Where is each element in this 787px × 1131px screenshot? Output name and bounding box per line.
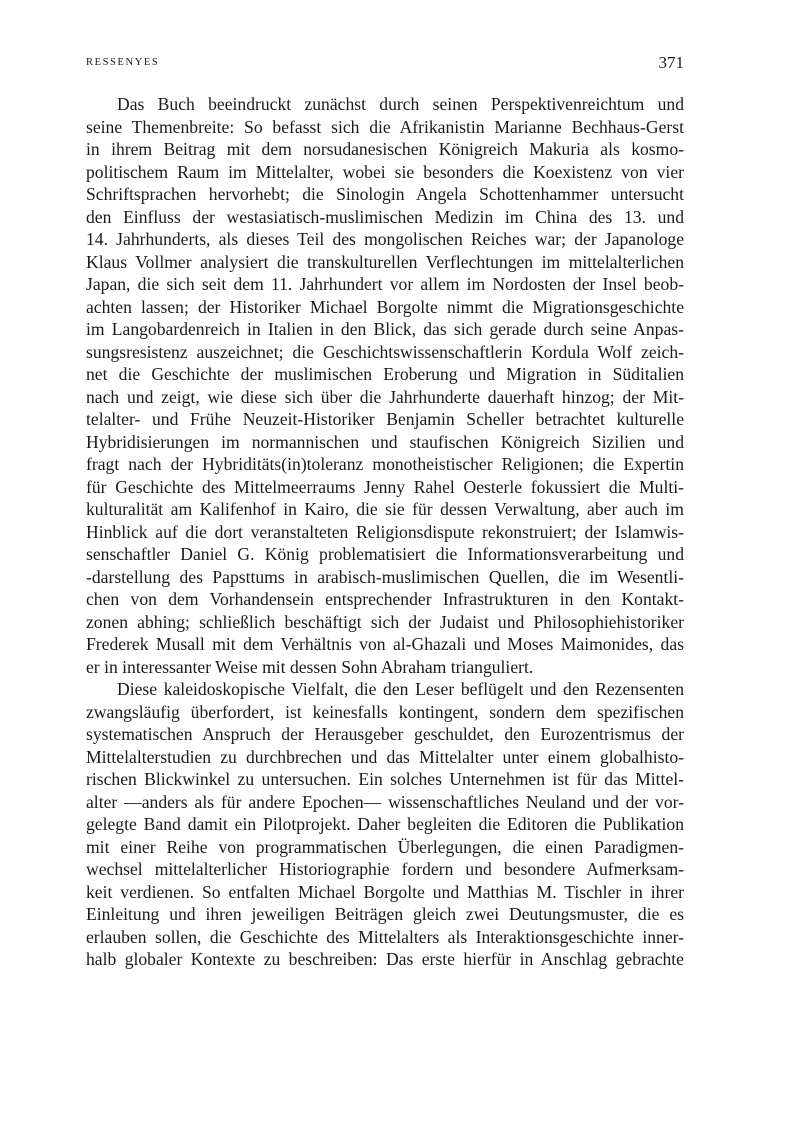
text-line: chen von dem Vorhandensein entsprechender Infrastrukturen in den Kontakt- <box>86 589 684 609</box>
text-line: Diese kaleidoskopische Vielfalt, die den Leser beflügelt und den Rezensenten <box>117 679 684 699</box>
text-line: 14. Jahrhunderts, als dieses Teil des mongolischen Reiches war; der Japanologe <box>86 229 684 249</box>
text-line: fragt nach der Hybriditäts(in)toleranz monotheistischer Religionen; die Expertin <box>86 454 684 474</box>
text-line: Das Buch beeindruckt zunächst durch seinen Perspektivenreichtum und <box>117 94 684 114</box>
text-line: gelegte Band damit ein Pilotprojekt. Daher begleiten die Editoren die Publikation <box>86 814 684 834</box>
text-line: seine Themenbreite: So befasst sich die Afrikanistin Marianne Bechhaus-Gerst <box>86 116 684 137</box>
text-line: wechsel mittelalterlicher Historiographie fordern und besondere Aufmerksam- <box>86 859 684 879</box>
text-line: Schriftsprachen hervorhebt; die Sinologin Angela Schottenhammer untersucht <box>86 184 684 204</box>
text-line: Mittelalterstudien zu durchbrechen und das Mittelalter unter einem globalhisto- <box>86 746 684 767</box>
text-line: senschaftler Daniel G. König problematisiert die Informationsverarbeitung und <box>86 544 684 564</box>
text-line: zonen abhing; schließlich beschäftigt sich der Judaist und Philosophiehistoriker <box>86 611 684 632</box>
running-head-title: RESSENYES <box>86 57 160 68</box>
text-line: kulturalität am Kalifenhof in Kairo, die sie für dessen Verwaltung, aber auch im <box>86 499 684 519</box>
text-line: halb globaler Kontexte zu beschreiben: Das erste hierfür in Anschlag gebrachte <box>86 949 684 969</box>
text-line: nach und zeigt, wie diese sich über die Jahrhunderte dauerhaft hinzog; der Mit- <box>86 386 684 407</box>
page-number: 371 <box>658 53 684 72</box>
text-line: im Langobardenreich in Italien in den Blick, das sich gerade durch seine Anpas- <box>86 319 684 339</box>
paragraph-1 <box>86 93 684 678</box>
text-line: sungsresistenz auszeichnet; die Geschichtswissenschaftlerin Kordula Wolf zeich- <box>86 341 684 362</box>
text-line: politischem Raum im Mittelalter, wobei sie besonders die Koexistenz von vier <box>86 161 684 182</box>
text-line: zwangsläufig überfordert, ist keinesfalls kontingent, sondern dem spezifischen <box>86 701 684 722</box>
text-line: Frederek Musall mit dem Verhältnis von al-Ghazali und Moses Maimonides, das <box>86 634 684 654</box>
book-page <box>86 0 684 1131</box>
text-line: Einleitung und ihren jeweiligen Beiträgen gleich zwei Deutungsmuster, die es <box>86 904 684 924</box>
text-line: -darstellung des Papsttums in arabisch-muslimischen Quellen, die im Wesentli- <box>86 566 684 587</box>
text-line: für Geschichte des Mittelmeerraums Jenny Rahel Oesterle fokussiert die Multi- <box>86 476 684 497</box>
text-line: rischen Blickwinkel zu untersuchen. Ein solches Unternehmen ist für das Mittel- <box>86 769 684 789</box>
paragraph-2 <box>86 678 684 971</box>
text-line: net die Geschichte der muslimischen Eroberung und Migration in Süditalien <box>86 364 684 384</box>
text-line: er in interessanter Weise mit dessen Sohn Abraham trianguliert. <box>86 656 534 677</box>
text-line: Hybridisierungen im normannischen und staufischen Königreich Sizilien und <box>86 431 684 452</box>
text-line: Hinblick auf die dort veranstalteten Religionsdispute rekonstruiert; der Islamwis- <box>86 521 684 542</box>
text-line: keit verdienen. So entfalten Michael Borgolte und Matthias M. Tischler in ihrer <box>86 881 684 902</box>
running-head <box>86 53 684 81</box>
text-line: den Einfluss der westasiatisch-muslimischen Medizin im China des 13. und <box>86 206 684 227</box>
text-line: systematischen Anspruch der Herausgeber geschuldet, den Eurozentrismus der <box>86 724 684 744</box>
text-line: Klaus Vollmer analysiert die transkulturellen Verflechtungen im mittelalterlichen <box>86 251 684 272</box>
text-line: erlauben sollen, die Geschichte des Mittelalters als Interaktionsgeschichte inner- <box>86 926 684 947</box>
text-line: Japan, die sich seit dem 11. Jahrhundert vor allem im Nordosten der Insel beob- <box>86 274 684 294</box>
text-line: mit einer Reihe von programmatischen Überlegungen, die einen Paradigmen- <box>86 836 684 857</box>
text-line: telalter- und Frühe Neuzeit-Historiker Benjamin Scheller betrachtet kulturelle <box>86 409 684 429</box>
text-line: achten lassen; der Historiker Michael Borgolte nimmt die Migrationsgeschichte <box>86 296 684 317</box>
text-line: in ihrem Beitrag mit dem norsudanesischen Königreich Makuria als kosmo- <box>86 139 684 159</box>
text-line: alter —anders als für andere Epochen— wissenschaftliches Neuland und der vor- <box>86 791 684 812</box>
body-text <box>86 93 684 971</box>
